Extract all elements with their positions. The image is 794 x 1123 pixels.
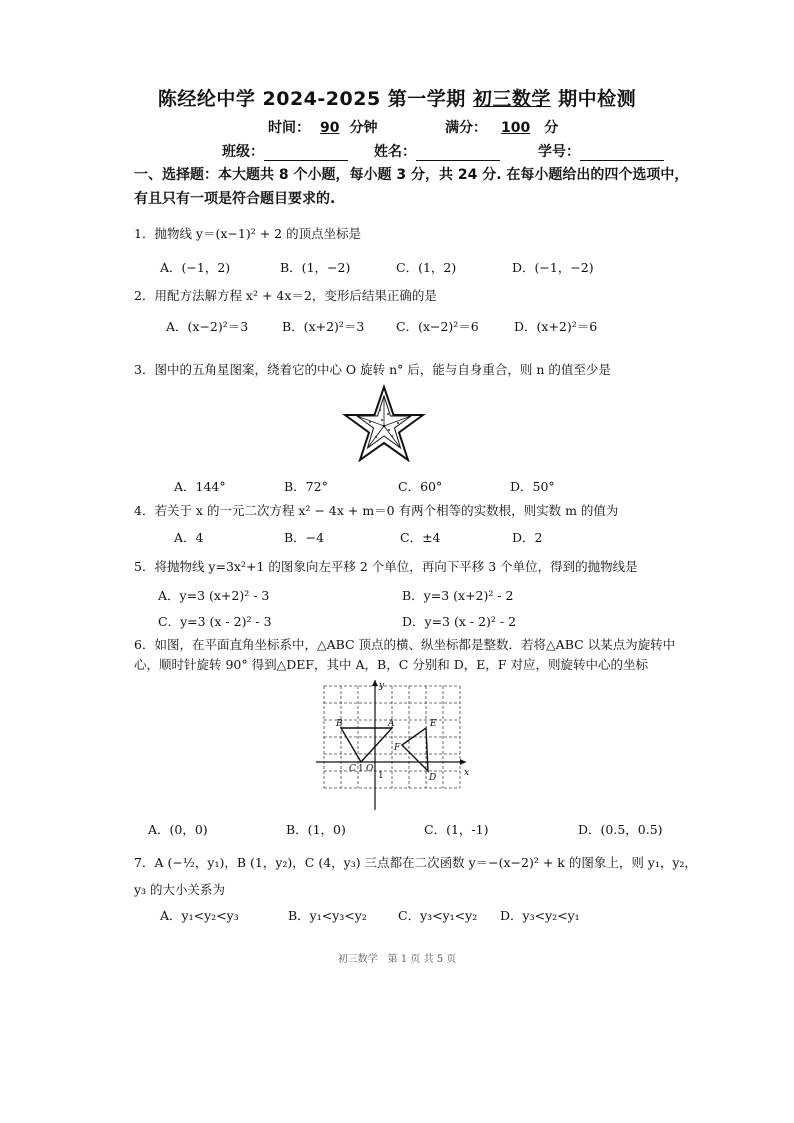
- label-a: A: [388, 719, 395, 729]
- label-e: E: [430, 719, 437, 729]
- page-footer: 初三数学 第 1 页 共 5 页: [337, 954, 457, 965]
- q4-option-c[interactable]: C．±4: [400, 530, 441, 545]
- label-f: F: [394, 743, 401, 753]
- question-3: 3．图中的五角星图案，绕着它的中心 O 旋转 n° 后，能与自身重合，则 n 的值至少是: [134, 362, 611, 377]
- label-one-y: 1: [378, 771, 384, 781]
- q5-option-d[interactable]: D．y=3 (x - 2)² - 2: [402, 614, 517, 629]
- label-x: x: [464, 768, 470, 778]
- label-one-x: 1: [358, 764, 364, 774]
- q1-option-d[interactable]: D．(−1，−2): [512, 260, 594, 275]
- q2-option-a[interactable]: A．(x−2)²＝3: [166, 319, 249, 334]
- label-d: D: [429, 773, 437, 783]
- q1-option-a[interactable]: A．(−1，2): [160, 260, 231, 275]
- q4-option-d[interactable]: D．2: [512, 530, 543, 545]
- exam-score: 满分： 100 分: [445, 120, 559, 136]
- q5-option-b[interactable]: B．y=3 (x+2)² - 2: [402, 588, 514, 603]
- triangle-def: [402, 728, 428, 771]
- name-field[interactable]: 姓名：: [374, 141, 500, 161]
- time-value: 90: [320, 120, 340, 136]
- question-6-line2: 心，顺时针旋转 90° 得到△DEF，其中 A，B，C 分别和 D，E，F 对应，则旋转中心的坐标: [134, 657, 649, 672]
- question-2: 2．用配方法解方程 x² + 4x＝2，变形后结果正确的是: [134, 288, 437, 303]
- question-7: 7．A (−½，y₁)，B (1，y₂)，C (4，y₃) 三点都在二次函数 y＝−(x−2)² + k 的图象上，则 y₁，y₂，: [134, 855, 697, 870]
- q2-option-c[interactable]: C．(x−2)²＝6: [396, 319, 479, 334]
- student-id-field[interactable]: 学号：: [538, 141, 664, 161]
- label-b: B: [336, 719, 343, 729]
- q7-option-b[interactable]: B．y₁<y₃<y₂: [288, 908, 367, 923]
- section-instructions-line2: 有且只有一项是符合题目要求的.: [134, 191, 336, 207]
- section-instructions-line1: 一、选择题：本大题共 8 个小题，每小题 3 分，共 24 分. 在每小题给出的四个选项中，: [134, 167, 689, 183]
- q7-option-c[interactable]: C．y₃<y₁<y₂: [398, 908, 478, 923]
- x-axis-arrow-icon: [460, 759, 466, 765]
- q5-option-c[interactable]: C．y=3 (x - 2)² - 3: [158, 614, 272, 629]
- question-6: 6．如图，在平面直角坐标系中，△ABC 顶点的横、纵坐标都是整数．若将△ABC 以某点为旋转中: [134, 637, 676, 652]
- q4-option-a[interactable]: A．4: [174, 530, 204, 545]
- five-point-star-figure: [342, 384, 426, 462]
- question-5: 5．将抛物线 y=3x²+1 的图象向左平移 2 个单位，再向下平移 3 个单位，得到的抛物线是: [134, 559, 638, 574]
- q7-option-d[interactable]: D．y₃<y₂<y₁: [500, 908, 580, 923]
- q3-option-a[interactable]: A．144°: [174, 479, 226, 494]
- q6-option-b[interactable]: B．(1，0): [286, 822, 346, 837]
- label-y: y: [379, 681, 385, 691]
- grid-lines: [324, 686, 460, 788]
- q5-option-a[interactable]: A．y=3 (x+2)² - 3: [158, 588, 270, 603]
- class-field[interactable]: 班级：: [222, 141, 348, 161]
- question-4: 4．若关于 x 的一元二次方程 x² − 4x + m＝0 有两个相等的实数根，则实数 m 的值为: [134, 503, 619, 518]
- q3-option-d[interactable]: D．50°: [510, 479, 555, 494]
- q6-option-d[interactable]: D．(0.5，0.5): [578, 822, 663, 837]
- q6-option-a[interactable]: A．(0，0): [148, 822, 208, 837]
- star-center-point: [383, 425, 386, 428]
- page-title: [0, 84, 794, 111]
- q3-option-b[interactable]: B．72°: [284, 479, 328, 494]
- label-c: C: [349, 764, 356, 774]
- score-value: 100: [501, 120, 531, 136]
- question-7-line2: y₃ 的大小关系为: [134, 882, 226, 897]
- exam-time: 时间： 90 分钟: [268, 120, 378, 136]
- q3-option-c[interactable]: C．60°: [398, 479, 443, 494]
- title-subject: 初三数学: [472, 88, 551, 110]
- q2-option-b[interactable]: B．(x+2)²＝3: [282, 319, 365, 334]
- q1-option-c[interactable]: C．(1，2): [396, 260, 457, 275]
- q2-option-d[interactable]: D．(x+2)²＝6: [514, 319, 598, 334]
- coordinate-grid-figure: [316, 678, 472, 812]
- q6-option-c[interactable]: C．(1，-1): [424, 822, 489, 837]
- label-origin: O: [366, 764, 374, 774]
- q1-option-b[interactable]: B．(1，−2): [280, 260, 351, 275]
- question-1: 1．抛物线 y＝(x−1)² + 2 的顶点坐标是: [134, 226, 362, 241]
- title-tail: 期中检测: [558, 88, 637, 110]
- y-axis-arrow-icon: [372, 680, 378, 686]
- triangle-abc: [341, 728, 392, 762]
- q4-option-b[interactable]: B．−4: [284, 530, 325, 545]
- q7-option-a[interactable]: A．y₁<y₂<y₃: [160, 908, 239, 923]
- title-school: 陈经纶中学 2024-2025 第一学期: [157, 88, 466, 110]
